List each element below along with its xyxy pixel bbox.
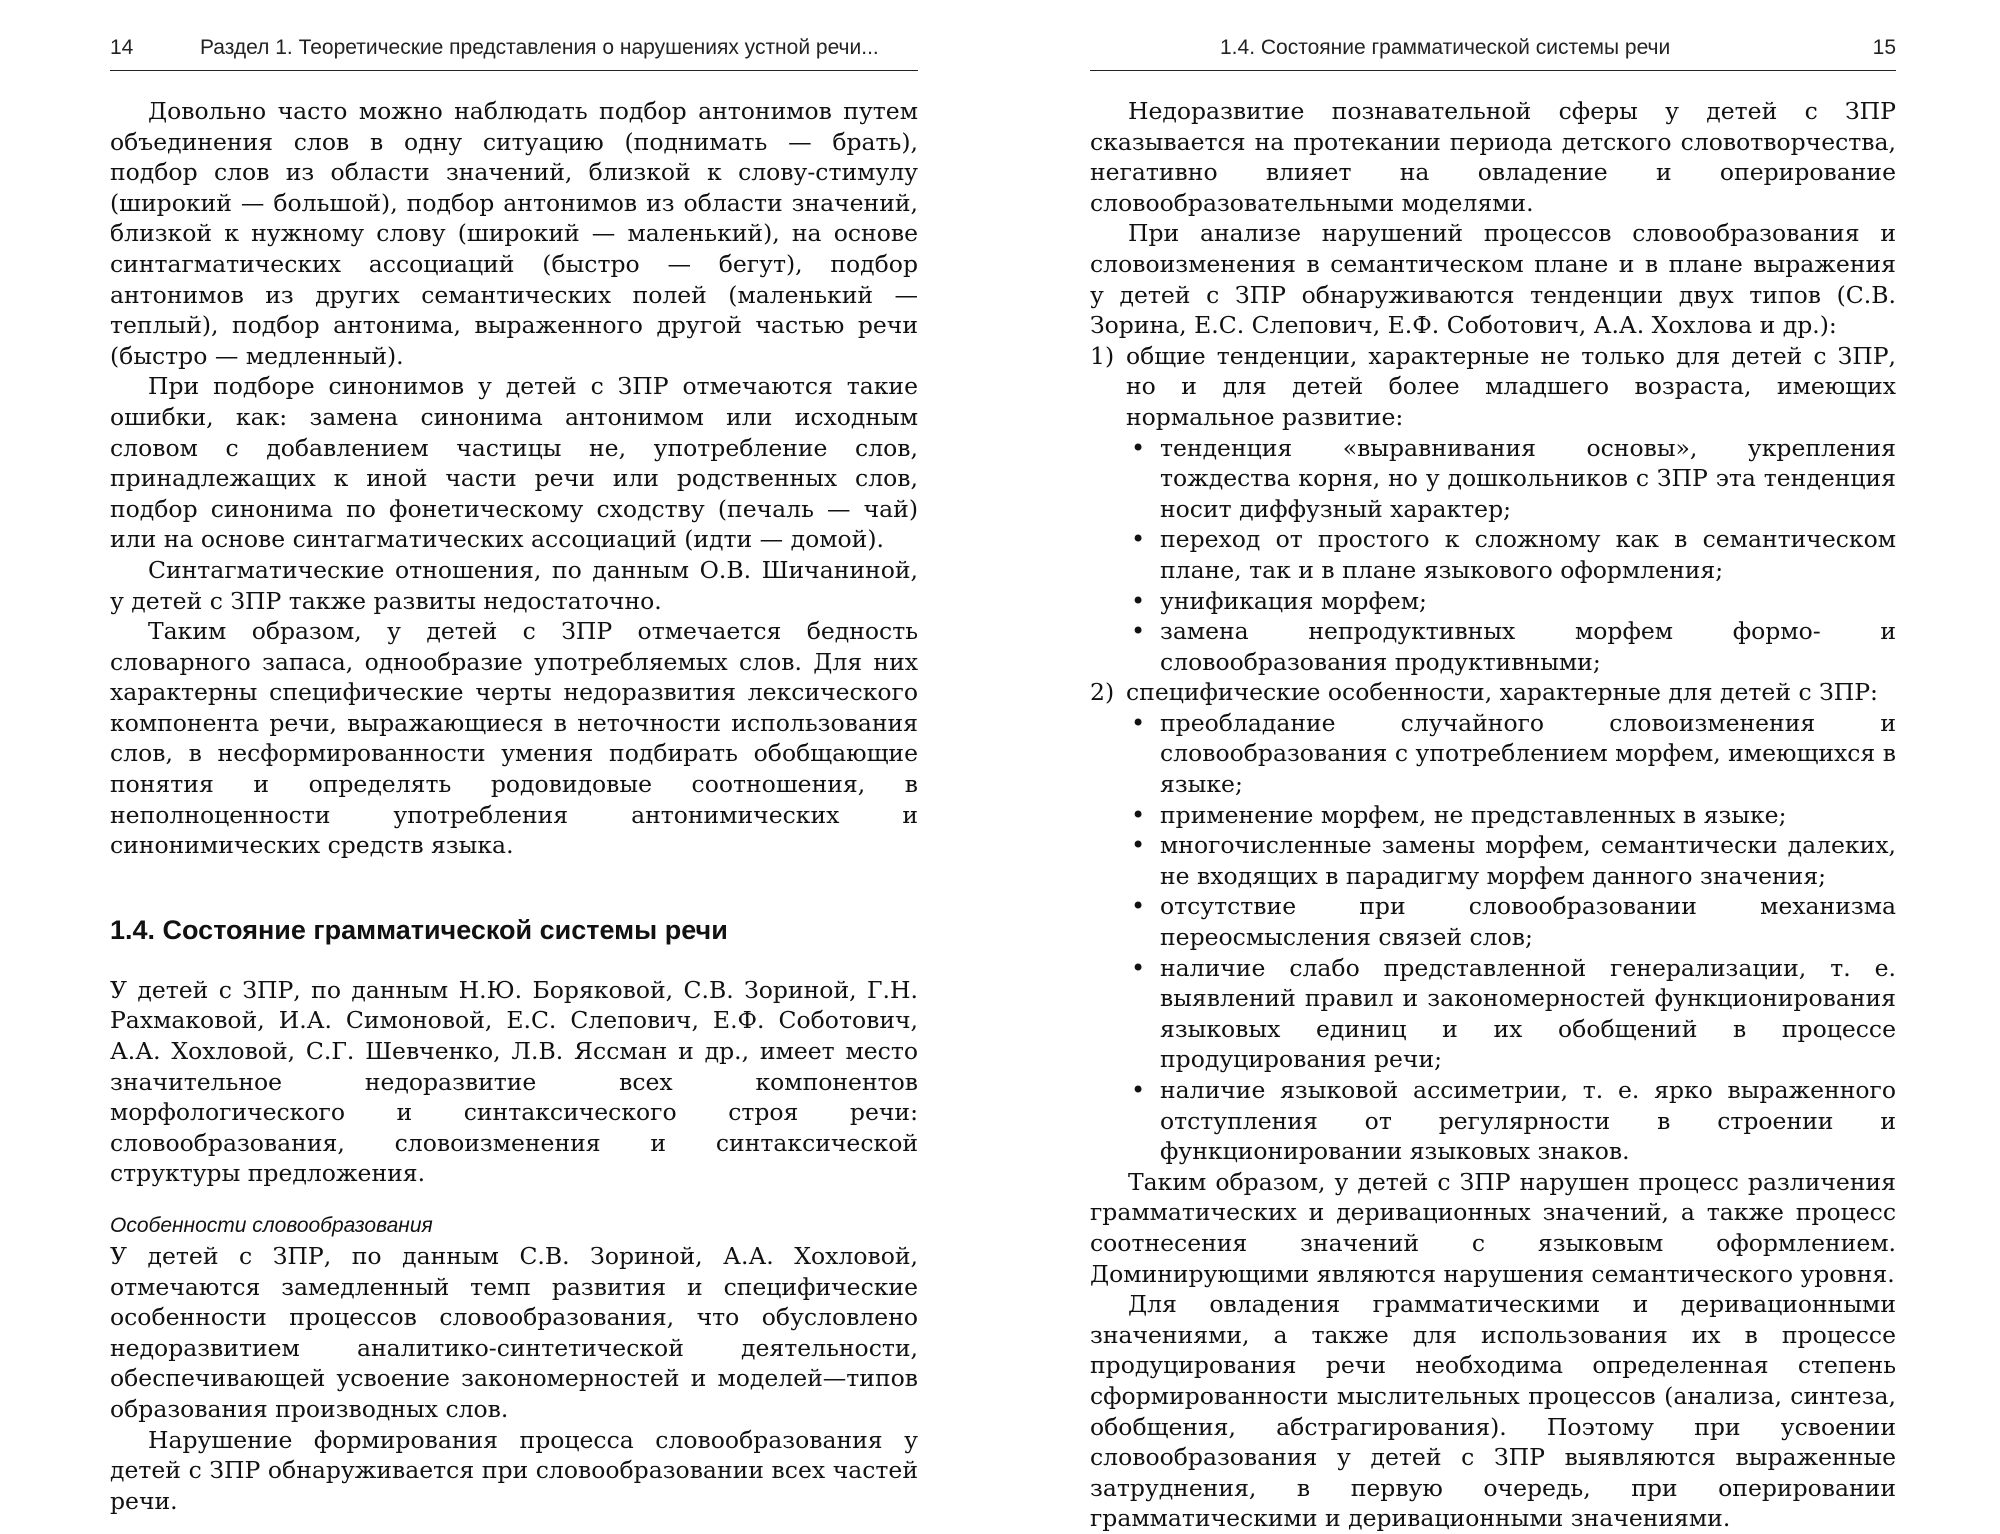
list-item: • переход от простого к сложному как в семантическом плане, так и в плане языкового оформления; bbox=[1160, 524, 1896, 585]
list-item: • многочисленные замены морфем, семантически далеких, не входящих в парадигму морфем данного значения; bbox=[1160, 830, 1896, 891]
list-item: • унификация морфем; bbox=[1160, 586, 1896, 617]
list-item: • наличие языковой ассиметрии, т. е. ярко выраженного отступления от регулярности в строении и функционировании языковых знаков. bbox=[1160, 1075, 1896, 1167]
left-paragraph-5: У детей с ЗПР, по данным Н.Ю. Боряковой, С.В. Зориной, Г.Н. Рахмаковой, И.А. Симоновой, Е.С. Слепович, Е.Ф. Соботович, А.А. Хохловой, С.Г. Шевченко, Л.В. Яссман и др., имеет место значительное недоразвитие всех компонентов морфологического и синтаксического строя речи: словообразования, словоизменения и синтаксической структуры предложения. bbox=[110, 975, 918, 1188]
left-running-title: Раздел 1. Теоретические представления о нарушениях устной речи... bbox=[200, 36, 879, 59]
list-item: • замена непродуктивных морфем формо- и словообразования продуктивными; bbox=[1160, 616, 1896, 677]
right-page bbox=[1090, 0, 1896, 1533]
right-page-number: 15 bbox=[1872, 36, 1896, 59]
right-paragraph-3: Таким образом, у детей с ЗПР нарушен процесс различения грамматических и деривационных значений, а также процесс соотнесения значений с языковым оформлением. Доминирующими являются нарушения семантического уровня. bbox=[1090, 1167, 1896, 1288]
right-body bbox=[1090, 96, 1896, 1534]
left-paragraph-2: При подборе синонимов у детей с ЗПР отмечаются такие ошибки, как: замена синонима антонимом или исходным словом с добавлением частицы не, употребление слов, принадлежащих к иной части речи или родственных слов, подбор синонима по фонетическому сходству (печаль — чай) или на основе синтагматических ассоциаций (идти — домой). bbox=[110, 372, 918, 554]
list-item: • преобладание случайного словоизменения и словообразования с употреблением морфем, имеющихся в языке; bbox=[1160, 708, 1896, 800]
bullet-list-1 bbox=[1090, 433, 1896, 678]
left-paragraph-1: Довольно часто можно наблюдать подбор антонимов путем объединения слов в одну ситуацию (поднимать — брать), подбор слов из области значений, близкой к слову-стимулу (широкий — большой), подбор антонимов из области значений, близкой к нужному слову (широкий — маленький), на основе синтагматических ассоциаций (быстро — бегут), подбор антонимов из других семантических полей (маленький — теплый), подбор антонима, выраженного другой частью речи (быстро — медленный). bbox=[110, 97, 918, 370]
list-item: • отсутствие при словообразовании механизма переосмысления связей слов; bbox=[1160, 891, 1896, 952]
right-paragraph-1: Недоразвитие познавательной сферы у детей с ЗПР сказывается на протекании периода детского словотворчества, негативно влияет на овладение и оперирование словообразовательными моделями. bbox=[1090, 97, 1896, 217]
left-body bbox=[110, 96, 918, 1516]
bullet-list-2 bbox=[1090, 708, 1896, 1167]
left-paragraph-7: Нарушение формирования процесса словообразования у детей с ЗПР обнаруживается при словообразовании всех частей речи. bbox=[110, 1425, 918, 1515]
right-paragraph-4: Для овладения грамматическими и деривационными значениями, а также для использования их в процессе продуцирования речи необходима определенная степень сформированности мыслительных процессов (анализа, синтеза, обобщения, абстрагирования). Поэтому при усвоении словообразования у детей с ЗПР выявляются выраженные затруднения, в первую очередь, при оперировании грамматическими и деривационными значениями. bbox=[1090, 1290, 1896, 1533]
subheading: Особенности словообразования bbox=[110, 1214, 433, 1237]
list-item: • наличие слабо представленной генерализации, т. е. выявлений правил и закономерностей функционирования языковых единиц и их обобщений в процессе продуцирования речи; bbox=[1160, 953, 1896, 1075]
numbered-item-2 bbox=[1090, 677, 1896, 708]
left-page bbox=[110, 0, 918, 1515]
right-running-head bbox=[1090, 30, 1896, 71]
left-paragraph-3: Синтагматические отношения, по данным О.В. Шичаниной, у детей с ЗПР также развиты недостаточно. bbox=[110, 555, 918, 615]
numbered-item-2-marker: 2) bbox=[1090, 678, 1115, 707]
left-paragraph-6: У детей с ЗПР, по данным С.В. Зориной, А.А. Хохловой, отмечаются замедленный темп развития и специфические особенности процессов словообразования, что обусловлено недоразвитием аналитико-синтетической деятельности, обеспечивающей усвоение закономерностей и моделей—типов образования производных слов. bbox=[110, 1242, 918, 1423]
right-running-title: 1.4. Состояние грамматической системы речи bbox=[1220, 36, 1671, 59]
list-item: • применение морфем, не представленных в языке; bbox=[1160, 800, 1896, 831]
numbered-item-2-text: специфические особенности, характерные для детей с ЗПР: bbox=[1126, 678, 1878, 707]
numbered-item-1 bbox=[1090, 341, 1896, 433]
section-heading: 1.4. Состояние грамматической системы речи bbox=[110, 914, 728, 945]
left-running-head bbox=[110, 30, 918, 71]
numbered-item-1-marker: 1) bbox=[1090, 341, 1115, 370]
left-paragraph-4: Таким образом, у детей с ЗПР отмечается бедность словарного запаса, однообразие употребляемых слов. Для них характерны специфические черты недоразвития лексического компонента речи, выражающиеся в неточности использования слов, в несформированности умения подбирать обобщающие понятия и определять родовидовые соотношения, в неполноценности употребления антонимических и синонимических средств языка. bbox=[110, 617, 918, 860]
list-item: • тенденция «выравнивания основы», укрепления тождества корня, но у дошкольников с ЗПР эта тенденция носит диффузный характер; bbox=[1160, 433, 1896, 525]
right-paragraph-2: При анализе нарушений процессов словообразования и словоизменения в семантическом плане и в плане выражения у детей с ЗПР обнаруживаются тенденции двух типов (С.В. Зорина, Е.С. Слепович, Е.Ф. Соботович, А.А. Хохлова и др.): bbox=[1090, 219, 1896, 340]
numbered-item-1-text: общие тенденции, характерные не только для детей с ЗПР, но и для детей более младшего возраста, имеющих нормальное развитие: bbox=[1126, 341, 1896, 431]
left-page-number: 14 bbox=[110, 36, 134, 59]
